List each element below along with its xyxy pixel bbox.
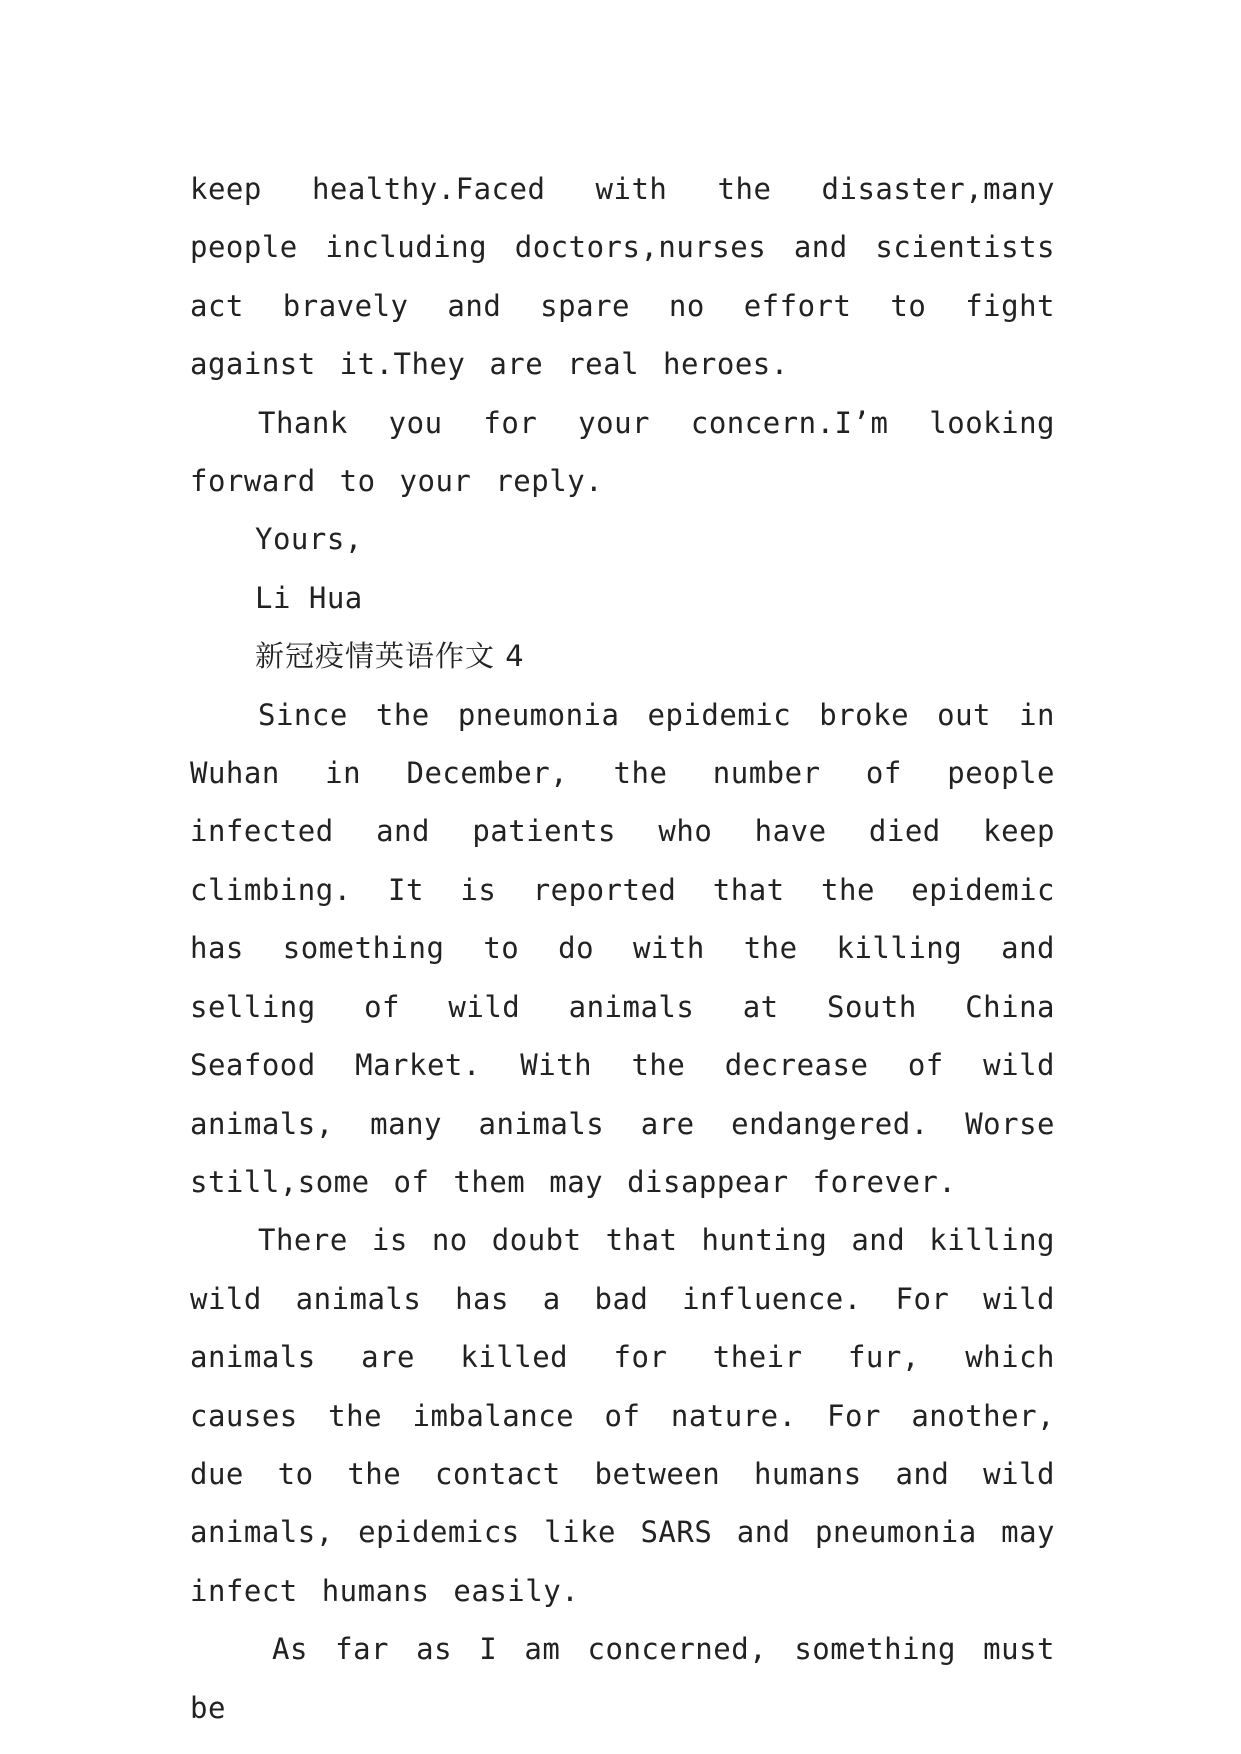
essay-paragraph-1: Since the pneumonia epidemic broke out in Wuhan in December, the number of people infected and patients who have died keep climbing. It is reported that the epidemic has something to do with the killing and selling of wild animals at South China Seafood Market. With the decrease of wild animals, many animals are endangered. Worse still,some of them may disappear forever. bbox=[190, 697, 1055, 1199]
essay-paragraph-2: There is no doubt that hunting and killing wild animals has a bad influence. For wild animals are killed for their fur, which causes the imbalance of nature. For another, due to the contact between humans and wild animals, epidemics like SARS and pneumonia may infect humans easily. bbox=[190, 1223, 1055, 1608]
essay-paragraph-3: As far as I am concerned, something must be bbox=[190, 1632, 1055, 1725]
essay-title: 新冠疫情英语作文 4 bbox=[255, 639, 525, 674]
letter-signature: Li Hua bbox=[255, 580, 363, 615]
paragraph-continuation: keep healthy.Faced with the disaster,many people including doctors,nurses and scientists act bravely and spare no effort to fight against it.They are real heroes. bbox=[190, 172, 1055, 382]
document-body bbox=[190, 160, 1055, 1737]
letter-closing: Yours, bbox=[255, 522, 363, 557]
paragraph-thanks: Thank you for your concern.I’m looking forward to your reply. bbox=[190, 405, 1055, 499]
